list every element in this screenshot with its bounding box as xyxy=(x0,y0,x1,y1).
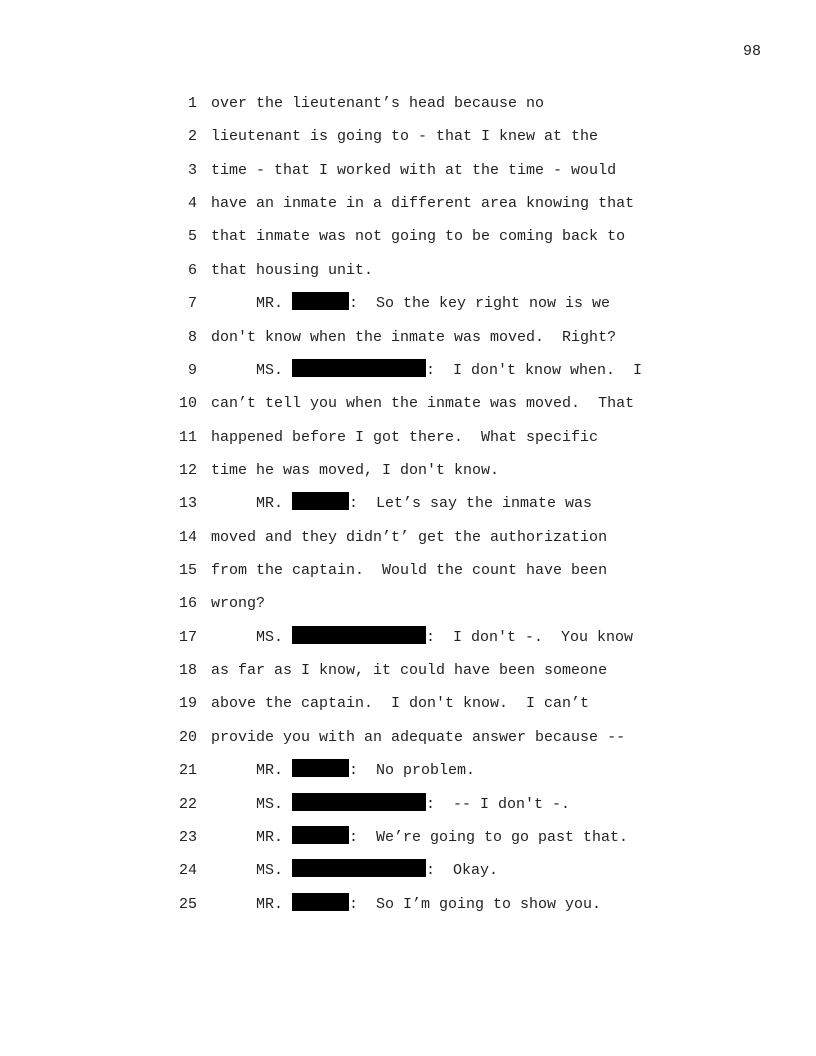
text-segment: MS. xyxy=(211,862,293,880)
line-number: 22 xyxy=(178,795,197,813)
text-segment: MR. xyxy=(211,495,293,513)
text-segment: that housing unit. xyxy=(211,261,374,279)
line-text xyxy=(211,691,589,717)
text-segment: time - that I worked with at the time - would xyxy=(211,161,617,179)
line-text xyxy=(211,658,607,684)
transcript-line xyxy=(0,558,816,591)
transcript-line xyxy=(0,191,816,224)
text-segment: wrong? xyxy=(211,595,266,613)
redaction-block xyxy=(292,359,426,377)
line-text xyxy=(211,725,625,751)
redaction-block xyxy=(292,626,426,644)
transcript-line xyxy=(0,258,816,291)
line-text xyxy=(211,892,601,918)
text-segment: MS. xyxy=(211,361,293,379)
transcript-line xyxy=(0,792,816,825)
transcript-line xyxy=(0,491,816,524)
line-number: 25 xyxy=(178,895,197,913)
line-text xyxy=(211,158,616,184)
line-number: 12 xyxy=(178,461,197,479)
text-segment: as far as I know, it could have been someone xyxy=(211,662,608,680)
transcript-line xyxy=(0,691,816,724)
line-text xyxy=(211,558,607,584)
line-number: 5 xyxy=(187,228,197,246)
line-text xyxy=(211,758,475,784)
transcript-line xyxy=(0,858,816,891)
text-segment: don't know when the inmate was moved. Right? xyxy=(211,328,617,346)
line-text xyxy=(211,124,598,150)
line-number: 15 xyxy=(178,562,197,580)
redaction-block xyxy=(292,793,426,811)
text-segment: MS. xyxy=(211,628,293,646)
line-text xyxy=(211,291,610,317)
line-number: 24 xyxy=(178,862,197,880)
text-segment: over the lieutenant’s head because no xyxy=(211,95,545,112)
line-number: 2 xyxy=(187,128,197,146)
line-number: 9 xyxy=(187,361,197,379)
text-segment: MR. xyxy=(211,828,293,846)
text-segment: : I don't -. You know xyxy=(426,628,634,646)
line-number: 13 xyxy=(178,495,197,513)
transcript-line xyxy=(0,591,816,624)
transcript-line xyxy=(0,458,816,491)
line-text xyxy=(211,792,570,818)
text-segment: provide you with an adequate answer because -- xyxy=(211,728,626,746)
line-number: 20 xyxy=(178,728,197,746)
line-text xyxy=(211,325,616,351)
line-text xyxy=(211,491,592,517)
text-segment: : I don't know when. I xyxy=(426,361,643,379)
transcript-line xyxy=(0,658,816,691)
line-text xyxy=(211,91,544,117)
text-segment: : Okay. xyxy=(426,862,499,880)
line-number: 7 xyxy=(187,295,197,313)
line-text xyxy=(211,258,373,284)
line-text xyxy=(211,525,607,551)
line-number: 16 xyxy=(178,595,197,613)
line-number: 19 xyxy=(178,695,197,713)
transcript-line xyxy=(0,725,816,758)
text-segment: MR. xyxy=(211,762,293,780)
text-segment: lieutenant is going to - that I knew at the xyxy=(211,128,599,146)
transcript-line xyxy=(0,91,816,124)
text-segment: MR. xyxy=(211,295,293,313)
redaction-block xyxy=(292,893,349,911)
transcript-line xyxy=(0,358,816,391)
text-segment: : We’re going to go past that. xyxy=(349,828,629,846)
line-number: 3 xyxy=(187,161,197,179)
line-text xyxy=(211,358,642,384)
text-segment: time he was moved, I don't know. xyxy=(211,461,500,479)
line-text xyxy=(211,825,628,851)
text-segment: can’t tell you when the inmate was moved. That xyxy=(211,395,635,413)
transcript-line xyxy=(0,425,816,458)
line-text xyxy=(211,858,498,884)
line-number: 18 xyxy=(178,662,197,680)
transcript-line xyxy=(0,291,816,324)
transcript-line xyxy=(0,124,816,157)
line-number: 6 xyxy=(187,261,197,279)
text-segment: that inmate was not going to be coming back to xyxy=(211,228,626,246)
transcript-line xyxy=(0,625,816,658)
text-segment: : So the key right now is we xyxy=(349,295,611,313)
line-number: 1 xyxy=(187,95,197,112)
line-number: 10 xyxy=(178,395,197,413)
text-segment: above the captain. I don't know. I can’t xyxy=(211,695,590,713)
text-segment: happened before I got there. What specific xyxy=(211,428,599,446)
text-segment: : No problem. xyxy=(349,762,476,780)
line-text xyxy=(211,425,598,451)
transcript-line xyxy=(0,224,816,257)
transcript-body xyxy=(0,91,816,925)
page-number: 98 xyxy=(742,43,761,60)
line-number: 4 xyxy=(187,195,197,213)
line-number: 14 xyxy=(178,528,197,546)
redaction-block xyxy=(292,759,349,777)
redaction-block xyxy=(292,859,426,877)
transcript-line xyxy=(0,892,816,925)
text-segment: MS. xyxy=(211,795,293,813)
text-segment: have an inmate in a different area knowing that xyxy=(211,195,635,213)
line-text xyxy=(211,458,499,484)
line-number: 23 xyxy=(178,828,197,846)
line-text xyxy=(211,391,634,417)
transcript-line xyxy=(0,158,816,191)
line-number: 21 xyxy=(178,762,197,780)
transcript-line xyxy=(0,525,816,558)
line-text xyxy=(211,224,625,250)
line-number: 8 xyxy=(187,328,197,346)
text-segment: moved and they didn’t’ get the authorization xyxy=(211,528,608,546)
redaction-block xyxy=(292,292,349,310)
redaction-block xyxy=(292,492,349,510)
line-number: 17 xyxy=(178,628,197,646)
line-text xyxy=(211,591,265,617)
redaction-block xyxy=(292,826,349,844)
line-text xyxy=(211,191,634,217)
transcript-line xyxy=(0,825,816,858)
text-segment: : Let’s say the inmate was xyxy=(349,495,593,513)
line-text xyxy=(211,625,633,651)
text-segment: : -- I don't -. xyxy=(426,795,571,813)
text-segment: MR. xyxy=(211,895,293,913)
text-segment: from the captain. Would the count have been xyxy=(211,562,608,580)
transcript-line xyxy=(0,758,816,791)
text-segment: : So I’m going to show you. xyxy=(349,895,602,913)
line-number: 11 xyxy=(178,428,197,446)
transcript-line xyxy=(0,325,816,358)
transcript-line xyxy=(0,391,816,424)
